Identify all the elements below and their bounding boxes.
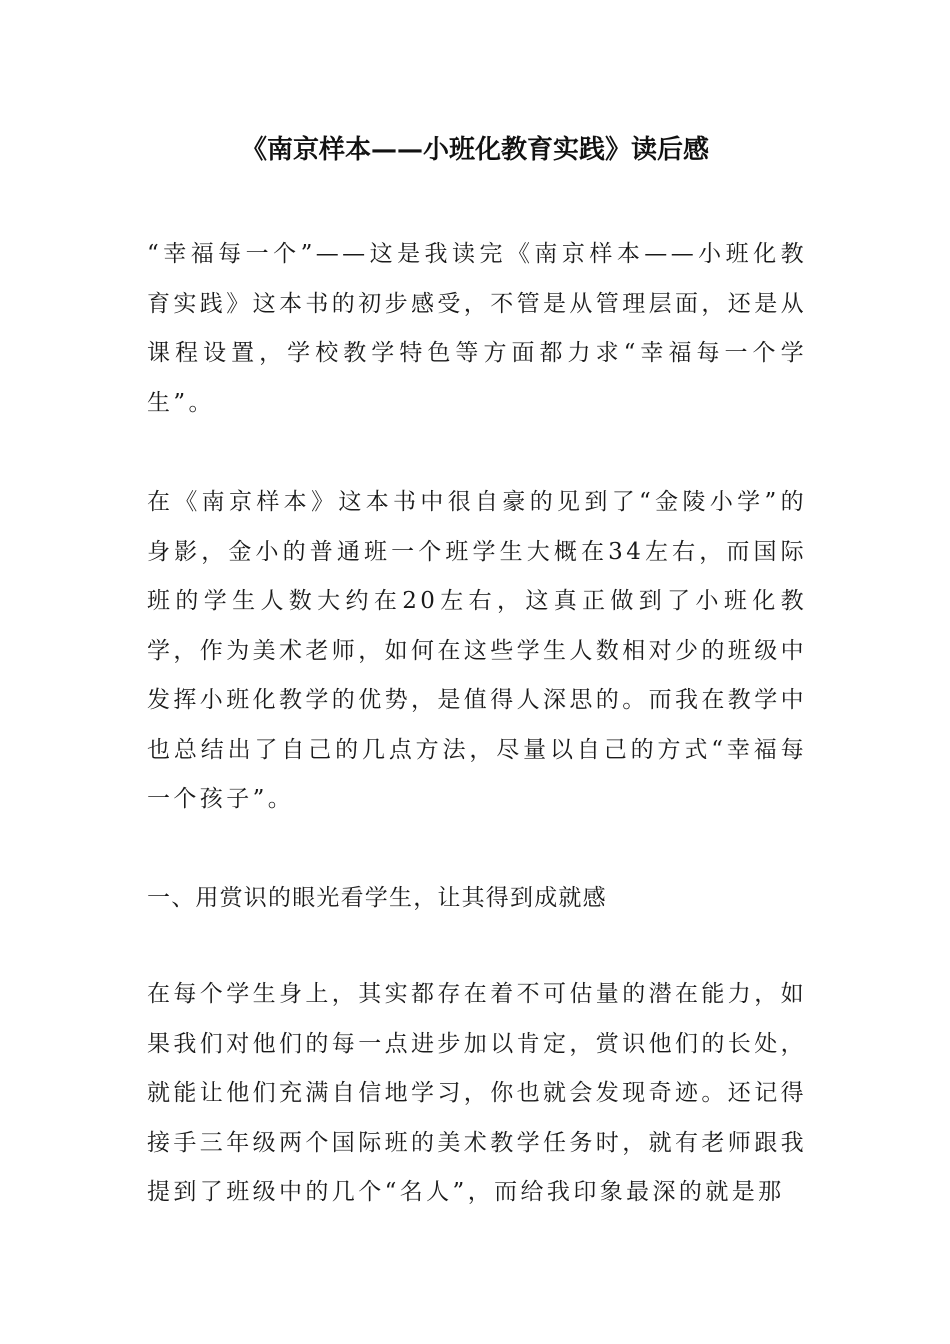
paragraph-intro: “幸福每一个”——这是我读完《南京样本——小班化教育实践》这本书的初步感受，不管是从管理层面，还是从课程设置，学校教学特色等方面都力求“幸福每一个学生”。 xyxy=(147,241,807,416)
document-title: 《南京样本——小班化教育实践》读后感 xyxy=(240,135,709,165)
section-heading: 一、用赏识的眼光看学生，让其得到成就感 xyxy=(147,885,607,911)
paragraph-section-body: 在每个学生身上，其实都存在着不可估量的潜在能力，如果我们对他们的每一点进步加以肯定，赏识他们的长处，就能让他们充满自信地学习，你也就会发现奇迹。还记得接手三年级两个国际班的美术教学任务时，就有老师跟我提到了班级中的几个“名人”，而给我印象最深的就是那 xyxy=(147,981,807,1205)
paragraph-jinling: 在《南京样本》这本书中很自豪的见到了“金陵小学”的身影，金小的普通班一个班学生大概在34左右，而国际班的学生人数大约在20左右，这真正做到了小班化教学，作为美术老师，如何在这些学生人数相对少的班级中发挥小班化教学的优势，是值得人深思的。而我在教学中也总结出了自己的几点方法，尽量以自己的方式“幸福每一个孩子”。 xyxy=(147,489,807,812)
